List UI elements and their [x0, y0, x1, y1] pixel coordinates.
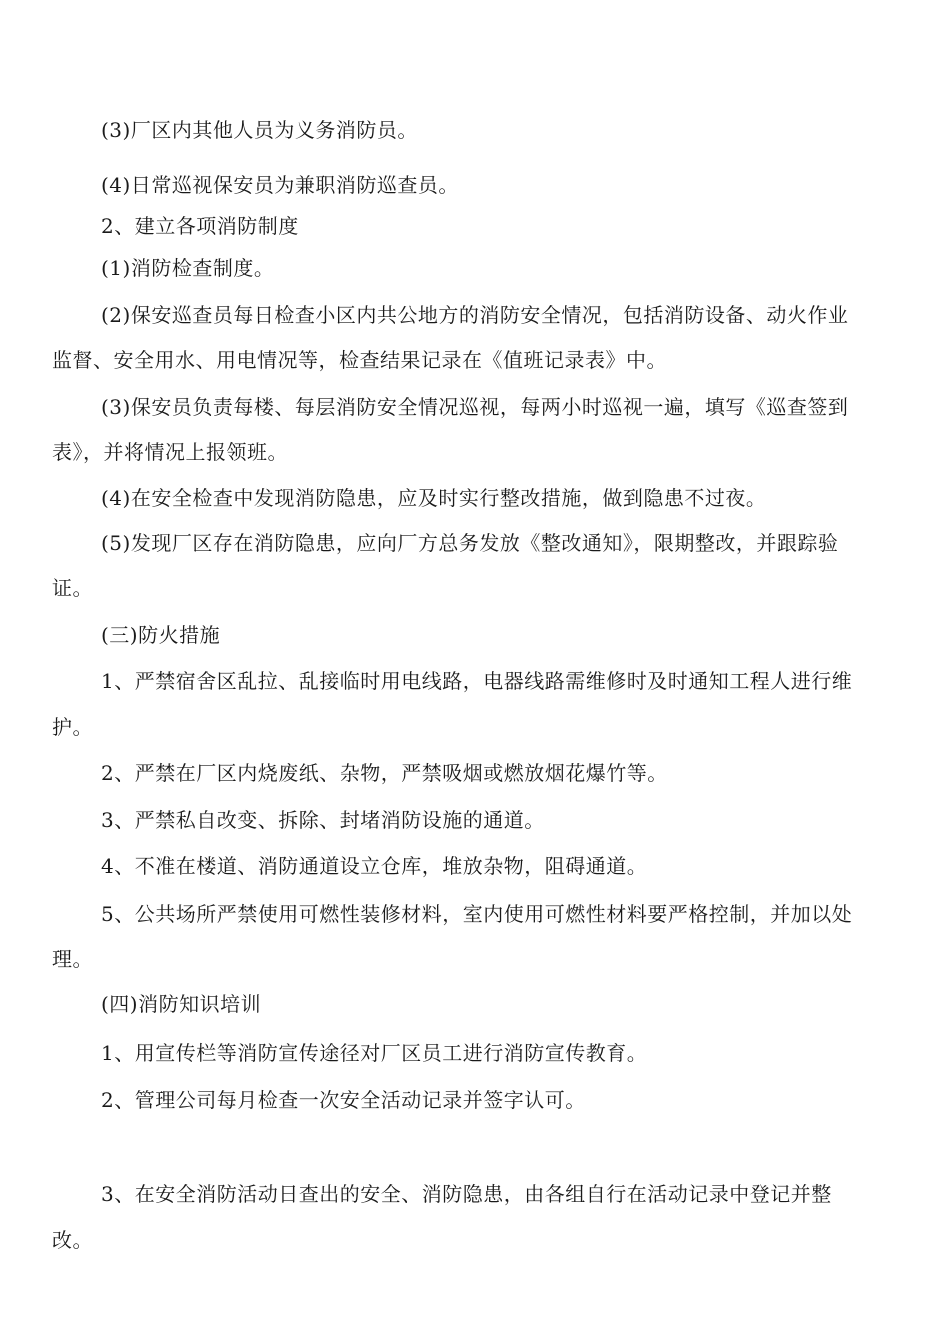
paragraph-line: (4)日常巡视保安员为兼职消防巡查员。: [101, 173, 459, 197]
paragraph-line: (1)消防检查制度。: [101, 256, 275, 280]
paragraph-line: 护。: [52, 715, 93, 739]
section-heading: (三)防火措施: [101, 623, 221, 647]
paragraph-line: 证。: [52, 576, 93, 600]
paragraph-line: (4)在安全检查中发现消防隐患，应及时实行整改措施，做到隐患不过夜。: [101, 486, 767, 510]
section-heading: 2、建立各项消防制度: [101, 214, 299, 238]
paragraph-line: 表》，并将情况上报领班。: [52, 440, 288, 464]
paragraph-line: 2、严禁在厂区内烧废纸、杂物，严禁吸烟或燃放烟花爆竹等。: [101, 761, 668, 785]
paragraph-line: (5)发现厂区存在消防隐患，应向厂方总务发放《整改通知》，限期整改，并跟踪验: [101, 531, 839, 555]
paragraph-line: 5、公共场所严禁使用可燃性装修材料，室内使用可燃性材料要严格控制，并加以处: [101, 902, 853, 926]
paragraph-line: (2)保安巡查员每日检查小区内共公地方的消防安全情况，包括消防设备、动火作业: [101, 303, 849, 327]
section-heading: (四)消防知识培训: [101, 992, 262, 1016]
paragraph-line: 4、不准在楼道、消防通道设立仓库，堆放杂物，阻碍通道。: [101, 854, 648, 878]
paragraph-line: 理。: [52, 947, 93, 971]
paragraph-line: 监督、安全用水、用电情况等，检查结果记录在《值班记录表》中。: [52, 348, 667, 372]
paragraph-line: (3)厂区内其他人员为义务消防员。: [101, 118, 418, 142]
paragraph-line: 1、用宣传栏等消防宣传途径对厂区员工进行消防宣传教育。: [101, 1041, 648, 1065]
paragraph-line: 3、严禁私自改变、拆除、封堵消防设施的通道。: [101, 808, 545, 832]
paragraph-line: 改。: [52, 1228, 93, 1252]
paragraph-line: (3)保安员负责每楼、每层消防安全情况巡视，每两小时巡视一遍，填写《巡查签到: [101, 395, 849, 419]
paragraph-line: 1、严禁宿舍区乱拉、乱接临时用电线路，电器线路需维修时及时通知工程人进行维: [101, 669, 853, 693]
paragraph-line: 3、在安全消防活动日查出的安全、消防隐患，由各组自行在活动记录中登记并整: [101, 1182, 832, 1206]
paragraph-line: 2、管理公司每月检查一次安全活动记录并签字认可。: [101, 1088, 586, 1112]
